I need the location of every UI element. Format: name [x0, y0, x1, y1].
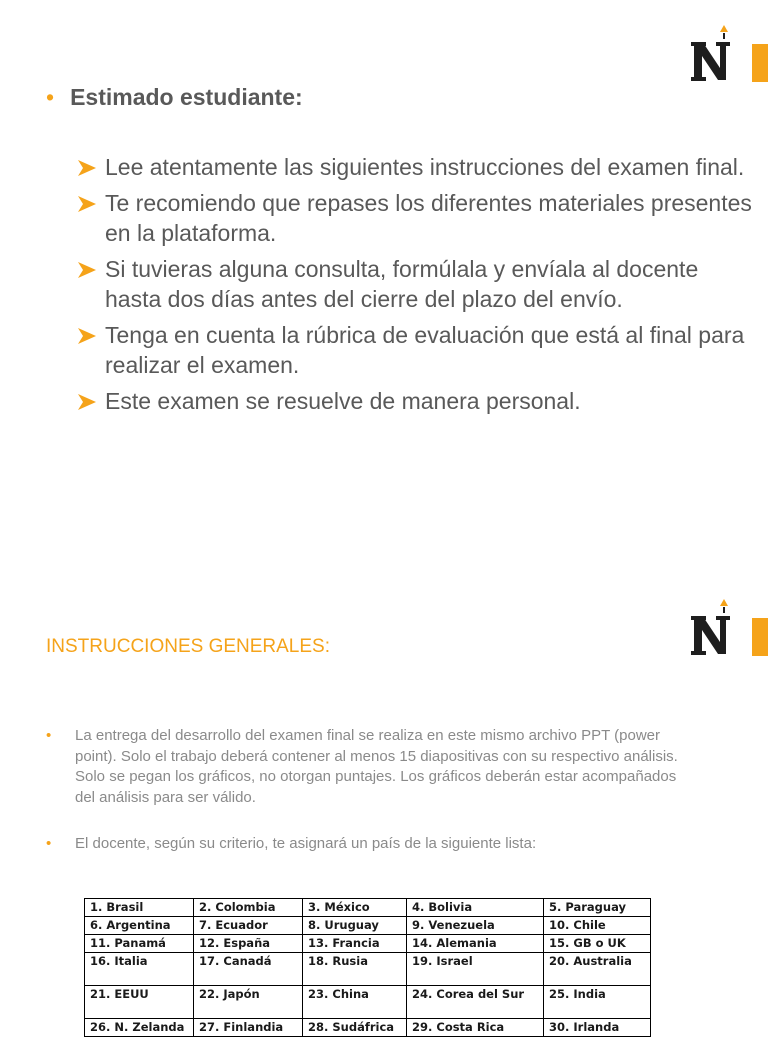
table-cell: 19. Israel [407, 953, 544, 986]
table-cell: 13. Francia [303, 935, 407, 953]
list-item [46, 834, 696, 855]
country-table [84, 898, 651, 1037]
university-logo-icon [690, 24, 734, 84]
slide-2 [0, 560, 768, 1034]
table-cell: 22. Japón [194, 986, 303, 1019]
arrow-bullet-icon [78, 160, 96, 176]
arrow-bullet-icon [78, 262, 96, 278]
arrow-bullet-icon [78, 394, 96, 410]
list-item [78, 386, 758, 416]
greeting-text: Estimado estudiante: [70, 84, 303, 110]
table-row [85, 917, 651, 935]
list-item-text: La entrega del desarrollo del examen final se realiza en este mismo archivo PPT (power point). Solo el trabajo deberá contener al menos 15 diapositivas con su respectivo análisis. Solo se pegan los gráficos, no otorgan puntajes. Los gráficos deberán estar acompañados del análisis para ser válido. [75, 727, 678, 806]
table-row [85, 1019, 651, 1037]
table-row [85, 986, 651, 1019]
bullet-dot-icon: • [46, 727, 52, 744]
table-cell: 12. España [194, 935, 303, 953]
greeting-bullet [46, 84, 303, 111]
table-cell: 30. Irlanda [544, 1019, 651, 1037]
table-cell: 6. Argentina [85, 917, 194, 935]
table-cell: 1. Brasil [85, 899, 194, 917]
list-item-text: Tenga en cuenta la rúbrica de evaluación que está al final para realizar el examen. [105, 322, 745, 378]
table-cell: 3. México [303, 899, 407, 917]
instruction-bullets [46, 726, 696, 881]
table-cell: 7. Ecuador [194, 917, 303, 935]
arrow-bullet-icon [78, 328, 96, 344]
list-item [78, 320, 758, 380]
table-row [85, 953, 651, 986]
bullet-dot-icon: • [46, 84, 55, 110]
table-row [85, 935, 651, 953]
table-cell: 25. India [544, 986, 651, 1019]
table-cell: 8. Uruguay [303, 917, 407, 935]
table-cell: 29. Costa Rica [407, 1019, 544, 1037]
table-cell: 16. Italia [85, 953, 194, 986]
table-cell: 11. Panamá [85, 935, 194, 953]
list-item [78, 188, 758, 248]
university-logo-icon [690, 598, 734, 658]
table-cell: 24. Corea del Sur [407, 986, 544, 1019]
section-title: INSTRUCCIONES GENERALES: [46, 636, 330, 657]
table-cell: 28. Sudáfrica [303, 1019, 407, 1037]
table-cell: 27. Finlandia [194, 1019, 303, 1037]
table-cell: 17. Canadá [194, 953, 303, 986]
list-item-text: Lee atentamente las siguientes instrucciones del examen final. [105, 154, 745, 180]
table-row [85, 899, 651, 917]
list-item-text: Si tuvieras alguna consulta, formúlala y envíala al docente hasta dos días antes del cierre del plazo del envío. [105, 256, 699, 312]
accent-bar [752, 618, 768, 656]
table-cell: 5. Paraguay [544, 899, 651, 917]
list-item-text: Este examen se resuelve de manera personal. [105, 388, 581, 414]
table-cell: 9. Venezuela [407, 917, 544, 935]
table-cell: 26. N. Zelanda [85, 1019, 194, 1037]
table-cell: 14. Alemania [407, 935, 544, 953]
table-cell: 2. Colombia [194, 899, 303, 917]
arrow-bullet-icon [78, 196, 96, 212]
list-item [46, 726, 696, 808]
list-item [78, 254, 758, 314]
table-cell: 18. Rusia [303, 953, 407, 986]
table-cell: 4. Bolivia [407, 899, 544, 917]
table-cell: 23. China [303, 986, 407, 1019]
instruction-list [78, 152, 758, 422]
table-cell: 10. Chile [544, 917, 651, 935]
accent-bar [752, 44, 768, 82]
table-cell: 20. Australia [544, 953, 651, 986]
list-item [78, 152, 758, 182]
list-item-text: El docente, según su criterio, te asignará un país de la siguiente lista: [75, 835, 537, 852]
table-cell: 21. EEUU [85, 986, 194, 1019]
list-item-text: Te recomiendo que repases los diferentes materiales presentes en la plataforma. [105, 190, 752, 246]
table-cell: 15. GB o UK [544, 935, 651, 953]
bullet-dot-icon: • [46, 835, 52, 852]
